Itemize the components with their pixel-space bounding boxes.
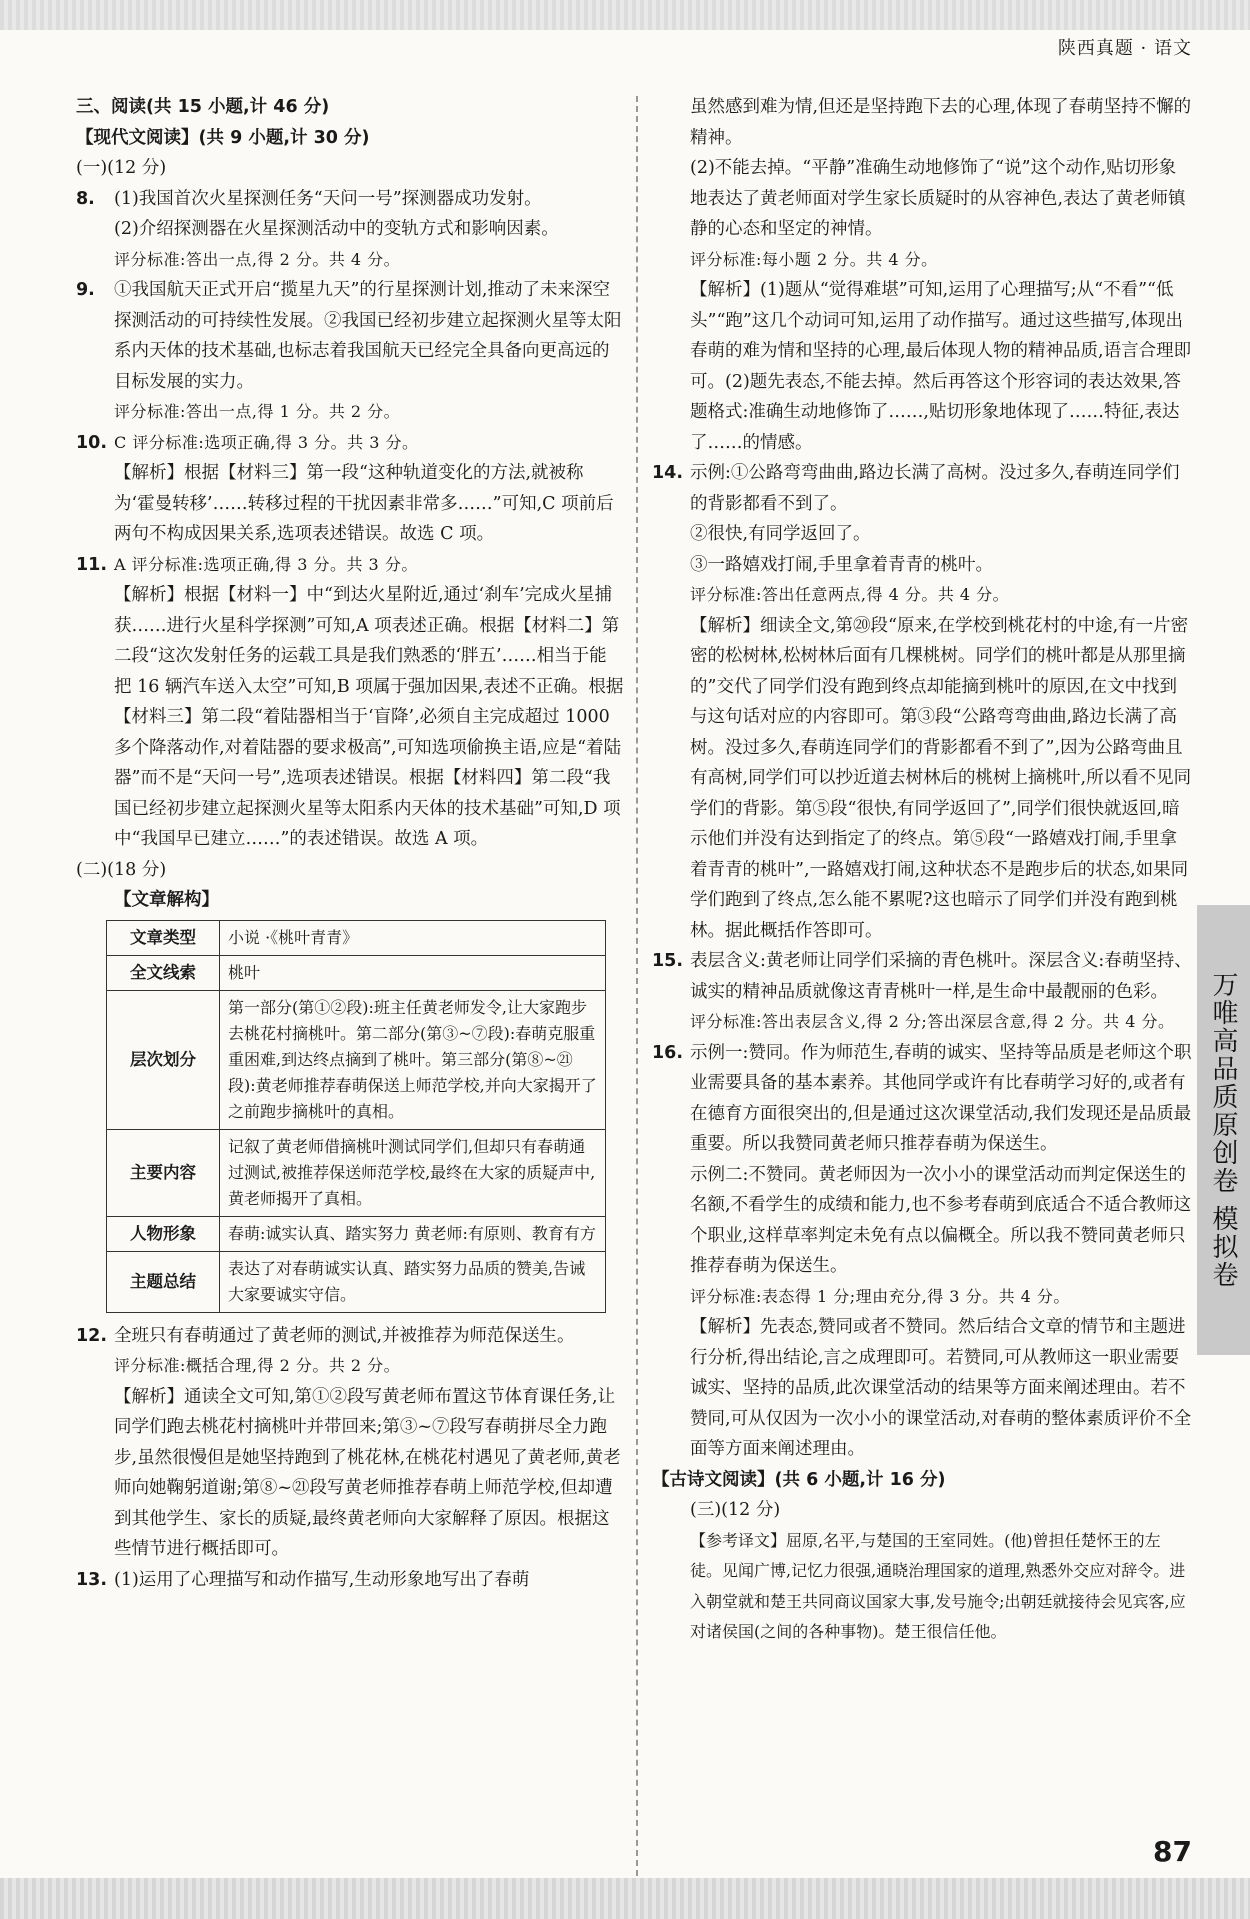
table-row	[107, 1129, 606, 1216]
scoring-criteria: 评分标准:答出任意两点,得 4 分。共 4 分。	[690, 585, 1010, 604]
table-row	[107, 920, 606, 955]
table-row	[107, 1216, 606, 1251]
scoring-criteria: 评分标准:表态得 1 分;理由充分,得 3 分。共 4 分。	[690, 1286, 1070, 1306]
reference-translation: 【参考译文】屈原,名平,与楚国的王室同姓。(他)曾担任楚怀王的左徒。见闻广博,记忆力很强,通晓治理国家的道理,熟悉外交应对辞令。进入朝堂就和楚王共同商议国家大事,发号施令;出朝廷就接待会见宾客,应对诸侯国(之间的各种事物)。楚王很信任他。	[690, 1530, 1186, 1641]
answer-text: (2)不能去掉。“平静”准确生动地修饰了“说”这个动作,贴切形象地表达了黄老师面对学生家长质疑时的从容神色,表达了黄老师镇静的心态和坚定的神情。	[690, 158, 1186, 239]
question-number: 13.	[76, 1569, 108, 1590]
subsection-title: 【现代文阅读】(共 9 小题,计 30 分)	[76, 127, 370, 148]
part-heading: (一)(12 分)	[76, 158, 167, 178]
answer-text: 虽然感到难为情,但还是坚持跑下去的心理,体现了春萌坚持不懈的精神。	[690, 97, 1192, 148]
table-cell: 表达了对春萌诚实认真、踏实努力品质的赞美,告诫大家要诚实守信。	[220, 1251, 606, 1312]
answer-item	[76, 428, 624, 550]
analysis-text: 【解析】通读全文可知,第①②段写黄老师布置这节体育课任务,让同学们跑去桃花村摘桃叶并带回来;第③~⑦段写春萌拼尽全力跑步,虽然很慢但是她坚持跑到了桃花林,在桃花村遇见了黄老师,黄老师向她鞠躬道谢;第⑧~㉑段写黄老师推荐春萌上师范学校,但却遭到其他学生、家长的质疑,最终黄老师向大家解释了原因。根据这些情节进行概括即可。	[114, 1386, 621, 1559]
answer-text: 表层含义:黄老师让同学们采摘的青色桃叶。深层含义:春萌坚持、诚实的精神品质就像这青青桃叶一样,是生命中最靓丽的色彩。	[690, 951, 1192, 1002]
question-number: 15.	[652, 951, 684, 971]
page-number: 87	[1153, 1835, 1192, 1868]
answer-text: 示例二:不赞同。黄老师因为一次小小的课堂活动而判定保送生的名额,不看学生的成绩和能力,也不参考春萌到底适合不适合教师这个职业,这样草率判定未免有点以偏概全。所以我不赞同黄老师只推荐春萌为保送生。	[690, 1164, 1192, 1276]
question-number: 14.	[652, 463, 684, 483]
scoring-criteria: C 评分标准:选项正确,得 3 分。共 3 分。	[114, 432, 419, 452]
answer-item	[652, 458, 1192, 946]
analysis-text: 【解析】先表态,赞同或者不赞同。然后结合文章的情节和主题进行分析,得出结论,言之成理即可。若赞同,可从教师这一职业需要诚实、坚持的品质,此次课堂活动的结果等方面来阐述理由。若不赞同,可从仅因为一次小小的课堂活动,对春萌的整体素质评价不全面等方面来阐述理由。	[690, 1317, 1192, 1459]
question-number: 12.	[76, 1325, 108, 1346]
question-number: 11.	[76, 554, 108, 575]
table-cell: 小说 ·《桃叶青青》	[220, 920, 606, 955]
answer-line: (2)介绍探测器在火星探测活动中的变轨方式和影响因素。	[114, 219, 559, 239]
analysis-text: 【解析】(1)题从“觉得难堪”可知,运用了心理描写;从“不看”“低头”“跑”这几个动词可知,运用了动作描写。通过这些描写,体现出春萌的难为情和坚持的心理,最后体现人物的精神品质,语言合理即可。(2)题先表态,不能去掉。然后再答这个形容词的表达效果,答题格式:准确生动地修饰了……,贴切形象地体现了……特征,表达了……的情感。	[690, 280, 1192, 453]
analysis-text: 【解析】根据【材料一】中“到达火星附近,通过‘刹车’完成火星捕获……进行火星科学探测”可知,A 项表述正确。根据【材料二】第二段“这次发射任务的运载工具是我们熟悉的‘胖五’……相当于能把 16 辆汽车送入太空”可知,B 项属于强加因果,表述不正确。根据【材料三】第二段“着陆器相当于‘盲降’,必须自主完成超过 1000 多个降落动作,对着陆器的要求极高”,可知选项偷换主语,应是“着陆器”而不是“天问一号”,选项表述错误。根据【材料四】第二段“我国已经初步建立起探测火星等太阳系内天体的技术基础”可知,D 项中“我国早已建立……”的表述错误。故选 A 项。	[114, 585, 624, 849]
question-number: 16.	[652, 1042, 684, 1063]
answer-item	[76, 1565, 624, 1596]
analysis-text: 【解析】细读全文,第⑳段“原来,在学校到桃花村的中途,有一片密密的松树林,松树林后面有几棵桃树。同学们的桃叶都是从那里摘的”交代了同学们没有跑到终点却能摘到桃叶的原因,在文中找到与这句话对应的内容即可。第③段“公路弯弯曲曲,路边长满了高树。没过多久,春萌连同学们的背影都看不到了”,因为公路弯曲且有高树,同学们可以抄近道去树林后的桃树上摘桃叶,所以看不见同学们的背影。第⑤段“很快,有同学返回了”,同学们很快就返回,暗示他们并没有达到指定了的终点。第⑤段“一路嬉戏打闹,手里拿着青青的桃叶”,一路嬉戏打闹,这种状态不是跑步后的状态,如果同学们跑到了终点,怎么能不累呢?这也暗示了同学们并没有跑到桃林。据此概括作答即可。	[690, 615, 1192, 941]
bottom-edge-band	[0, 1878, 1250, 1919]
part-heading: (二)(18 分)	[76, 859, 167, 880]
answer-item	[76, 275, 624, 428]
answer-item	[76, 1321, 624, 1565]
analysis-text: 【解析】根据【材料三】第一段“这种轨道变化的方法,就被称为‘霍曼转移’……转移过程的干扰因素非常多……”可知,C 项前后两句不构成因果关系,选项表述错误。故选 C 项。	[114, 463, 614, 544]
top-edge-band	[0, 0, 1250, 30]
page-header: 陕西真题 · 语文	[1057, 38, 1192, 59]
structure-title: 【文章解构】	[114, 890, 219, 910]
table-row	[107, 990, 606, 1129]
table-header-cell: 文章类型	[107, 920, 220, 955]
question-number: 9.	[76, 280, 95, 300]
structure-table	[106, 920, 606, 1313]
table-cell: 春萌:诚实认真、踏实努力 黄老师:有原则、教育有方	[220, 1216, 606, 1251]
scoring-criteria: 评分标准:概括合理,得 2 分。共 2 分。	[114, 1356, 401, 1375]
table-header-cell: 主题总结	[107, 1251, 220, 1312]
table-header-cell: 主要内容	[107, 1129, 220, 1216]
answer-text: 示例一:赞同。作为师范生,春萌的诚实、坚持等品质是老师这个职业需要具备的基本素养。其他同学或许有比春萌学习好的,或者有在德育方面很突出的,但是通过这次课堂活动,我们发现还是品质最重要。所以我赞同黄老师只推荐春萌为保送生。	[690, 1042, 1192, 1154]
answer-item	[652, 946, 1192, 1038]
question-number: 10.	[76, 432, 108, 453]
scoring-criteria: 评分标准:答出一点,得 1 分。共 2 分。	[114, 402, 401, 421]
column-divider	[636, 96, 638, 1876]
side-tab-label: 万唯高品质原创卷 模拟卷	[1208, 970, 1238, 1290]
answer-text: 全班只有春萌通过了黄老师的测试,并被推荐为师范保送生。	[114, 1325, 575, 1346]
table-header-cell: 人物形象	[107, 1216, 220, 1251]
table-row	[107, 1251, 606, 1312]
section-title: 三、阅读(共 15 小题,计 46 分)	[76, 97, 330, 117]
answer-item	[76, 550, 624, 855]
answer-line: 示例:①公路弯弯曲曲,路边长满了高树。没过多久,春萌连同学们的背影都看不到了。	[690, 463, 1180, 514]
answer-line: (1)运用了心理描写和动作描写,生动形象地写出了春萌	[114, 1569, 530, 1590]
scoring-criteria: A 评分标准:选项正确,得 3 分。共 3 分。	[114, 554, 418, 574]
table-row	[107, 955, 606, 990]
table-cell: 记叙了黄老师借摘桃叶测试同学们,但却只有春萌通过测试,被推荐保送师范学校,最终在大家的质疑声中,黄老师揭开了真相。	[220, 1129, 606, 1216]
scoring-criteria: 评分标准:答出一点,得 2 分。共 4 分。	[114, 249, 401, 269]
answer-line: (1)我国首次火星探测任务“天问一号”探测器成功发射。	[114, 188, 542, 209]
table-header-cell: 全文线索	[107, 955, 220, 990]
table-cell: 桃叶	[220, 955, 606, 990]
answer-line: ②很快,有同学返回了。	[690, 524, 871, 544]
scoring-criteria: 评分标准:每小题 2 分。共 4 分。	[690, 249, 938, 269]
right-column	[652, 92, 1192, 1648]
side-tab	[1197, 905, 1250, 1355]
answer-item	[652, 1038, 1192, 1465]
left-column	[76, 92, 624, 1595]
answer-text: ①我国航天正式开启“揽星九天”的行星探测计划,推动了未来深空探测活动的可持续性发展。②我国已经初步建立起探测火星等太阳系内天体的技术基础,也标志着我国航天已经完全具备向更高远的目标发展的实力。	[114, 280, 622, 392]
table-cell: 第一部分(第①②段):班主任黄老师发令,让大家跑步去桃花村摘桃叶。第二部分(第③~⑦段):春萌克服重重困难,到达终点摘到了桃叶。第三部分(第⑧~㉑段):黄老师推荐春萌保送上师范学校,并向大家揭开了之前跑步摘桃叶的真相。	[220, 990, 606, 1129]
table-header-cell: 层次划分	[107, 990, 220, 1129]
classical-section-title: 【古诗文阅读】(共 6 小题,计 16 分)	[652, 1469, 946, 1490]
answer-item	[76, 184, 624, 276]
scoring-criteria: 评分标准:答出表层含义,得 2 分;答出深层含意,得 2 分。共 4 分。	[690, 1012, 1175, 1031]
question-number: 8.	[76, 188, 95, 209]
answer-line: ③一路嬉戏打闹,手里拿着青青的桃叶。	[690, 554, 994, 575]
part-heading: (三)(12 分)	[690, 1500, 781, 1520]
